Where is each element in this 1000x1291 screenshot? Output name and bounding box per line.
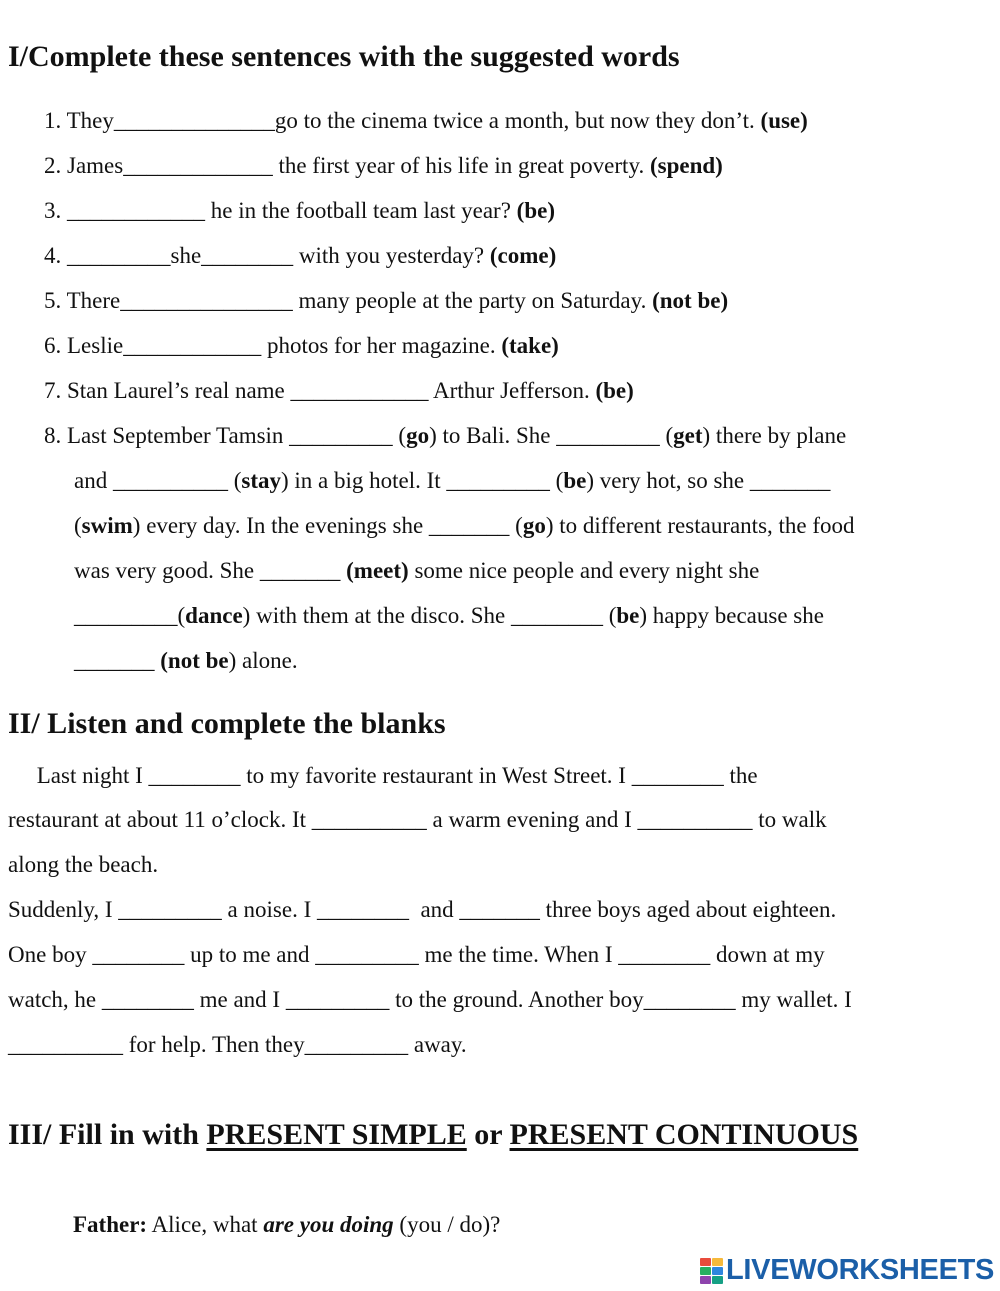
item-text: ) there by plane [702, 423, 847, 448]
item-8-line-3 [74, 511, 855, 541]
item-hint: (meet) [346, 558, 409, 583]
item-text: ) to Bali. She _________ ( [429, 423, 674, 448]
paragraph-line-6: watch, he ________ me and I _________ to the ground. Another boy________ my wallet. I [8, 987, 852, 1012]
item-text: There_______________ many people at the party on Saturday. [66, 288, 653, 313]
paragraph-line-1: Last night I ________ to my favorite restaurant in West Street. I ________ the [8, 763, 758, 788]
item-number: 6. [44, 333, 62, 358]
item-hint: (use) [760, 108, 808, 133]
item-text: James_____________ the first year of his life in great poverty. [67, 153, 650, 178]
title-term-present-continuous: PRESENT CONTINUOUS [509, 1118, 859, 1151]
item-text: Stan Laurel’s real name ____________ Arthur Jefferson. [67, 378, 596, 403]
item-hint: (spend) [649, 153, 723, 178]
item-6 [44, 331, 559, 361]
item-8-line-2 [74, 466, 830, 496]
paragraph-line-4: Suddenly, I _________ a noise. I ________ and _______ three boys aged about eighteen. [8, 897, 837, 922]
item-text: Last September Tamsin _________ ( [67, 423, 407, 448]
item-number: 2. [44, 153, 62, 178]
logo-text: LIVEWORKSHEETS [726, 1253, 995, 1286]
item-hint: swim [81, 513, 133, 538]
item-text: ) with them at the disco. She ________ ( [242, 603, 617, 628]
item-4 [44, 241, 556, 271]
item-hint: (take) [501, 333, 559, 358]
paragraph-line-2: restaurant at about 11 o’clock. It __________ a warm evening and I __________ to walk [8, 807, 827, 832]
item-5 [44, 286, 728, 316]
item-text: ) happy because she [639, 603, 824, 628]
item-text: ) alone. [228, 648, 298, 673]
item-text: some nice people and every night she [408, 558, 760, 583]
liveworksheets-logo[interactable] [700, 1252, 994, 1288]
item-text: _______ [74, 648, 161, 673]
item-hint: (be) [516, 198, 555, 223]
item-text: _________she________ with you yesterday? [67, 243, 490, 268]
paragraph-line-5: One boy ________ up to me and _________ me the time. When I ________ down at my [8, 942, 825, 967]
item-hint: dance [185, 603, 243, 628]
item-number: 7. [44, 378, 62, 403]
item-hint: go [406, 423, 430, 448]
item-hint: stay [241, 468, 281, 493]
section-1-title: I/Complete these sentences with the suggested words [8, 40, 680, 73]
item-text: ____________ he in the football team last year? [67, 198, 517, 223]
section-2-title: II/ Listen and complete the blanks [8, 707, 446, 740]
title-term-present-simple: PRESENT SIMPLE [206, 1118, 467, 1151]
item-text: and __________ ( [74, 468, 242, 493]
item-number: 8. [44, 423, 62, 448]
item-hint: get [673, 423, 703, 448]
item-8-line-1 [44, 421, 846, 451]
item-hint: (not be [160, 648, 229, 673]
item-number: 5. [44, 288, 62, 313]
liveworksheets-logo-icon [700, 1256, 724, 1284]
item-3 [44, 196, 555, 226]
section-3-title [8, 1118, 858, 1152]
dialog-text: (you / do)? [393, 1212, 501, 1237]
item-text: ) every day. In the evenings she _______ ( [132, 513, 523, 538]
item-1 [44, 106, 808, 136]
item-text: ) in a big hotel. It _________ ( [281, 468, 564, 493]
item-8-line-5 [74, 601, 824, 631]
title-mid: or [466, 1118, 510, 1151]
item-2 [44, 151, 723, 181]
item-hint: (come) [489, 243, 557, 268]
item-text: ) very hot, so she _______ [586, 468, 831, 493]
item-text: Leslie____________ photos for her magazine. [67, 333, 502, 358]
item-text: was very good. She _______ [74, 558, 347, 583]
item-text: ( [74, 513, 82, 538]
item-hint: go [522, 513, 546, 538]
item-7 [44, 376, 634, 406]
paragraph-line-3: along the beach. [8, 852, 159, 877]
dialog-answer: are you doing [263, 1212, 394, 1237]
item-8-line-4 [74, 556, 759, 586]
dialog-speaker: Father: [73, 1212, 148, 1237]
item-number: 3. [44, 198, 62, 223]
title-prefix: III/ Fill in with [8, 1118, 207, 1151]
item-8-line-6 [74, 646, 298, 676]
item-number: 4. [44, 243, 62, 268]
item-hint: be [563, 468, 587, 493]
item-hint: (be) [595, 378, 634, 403]
item-text: ) to different restaurants, the food [545, 513, 855, 538]
item-text: They______________go to the cinema twice a month, but now they don’t. [66, 108, 761, 133]
item-hint: (not be) [652, 288, 729, 313]
dialog-text: Alice, what [147, 1212, 264, 1237]
item-hint: be [616, 603, 640, 628]
item-text: _________( [74, 603, 186, 628]
item-number: 1. [44, 108, 62, 133]
dialog-line [73, 1210, 500, 1240]
paragraph-line-7: __________ for help. Then they_________ away. [8, 1032, 467, 1057]
